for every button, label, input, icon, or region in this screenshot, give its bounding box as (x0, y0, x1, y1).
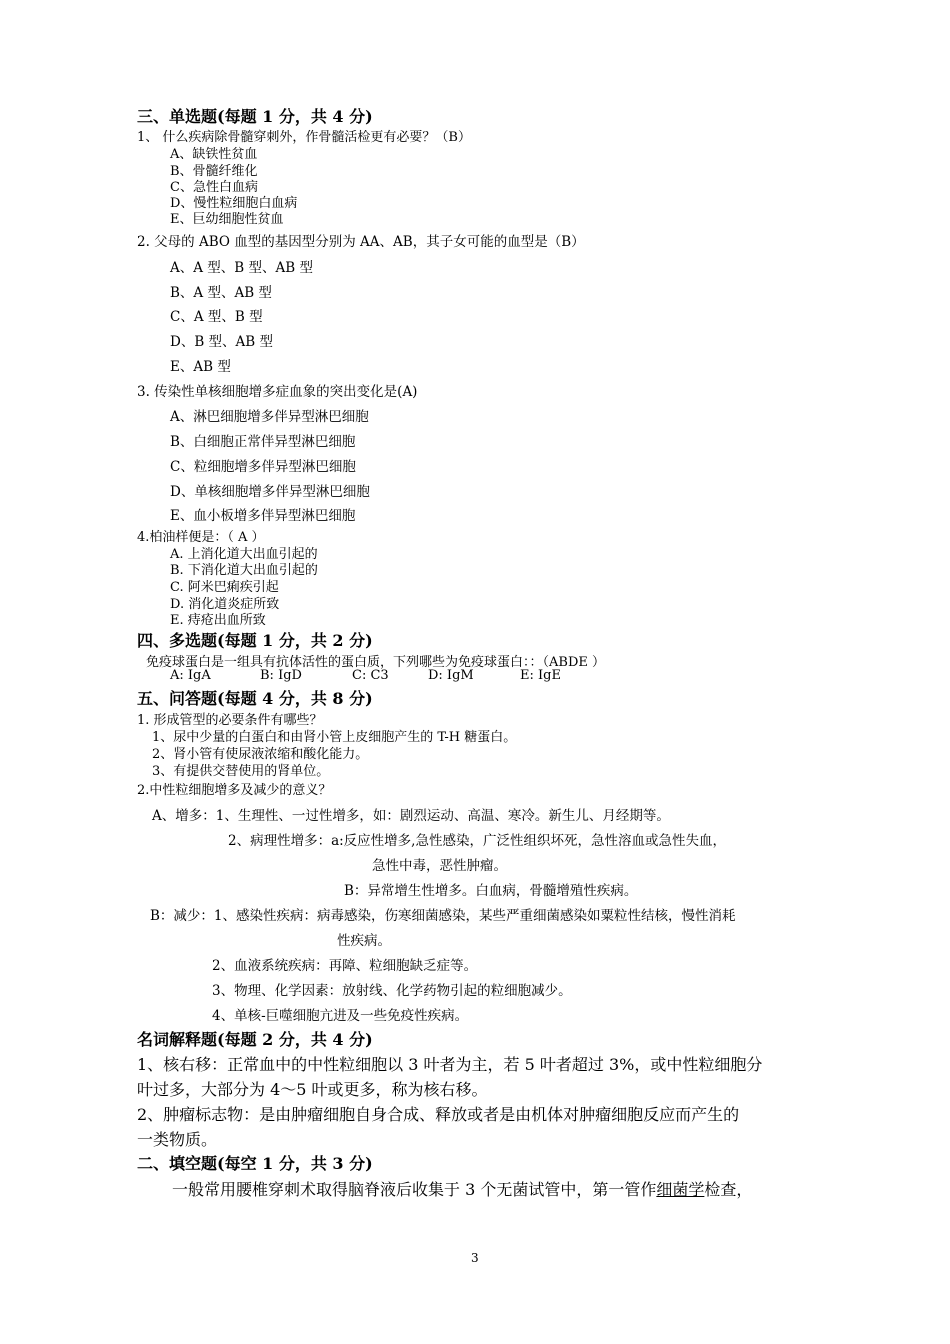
sec5-q2-line-6: 性疾病。 (337, 933, 391, 949)
page-number: 3 (471, 1251, 479, 1265)
section2-title: 二、填空题(每空 1 分，共 3 分) (137, 1154, 373, 1173)
q2-option-d: D、B 型、AB 型 (170, 334, 273, 350)
q1-option-e: E、巨幼细胞性贫血 (170, 212, 284, 227)
sec5-q2-line-3: 急性中毒，恶性肿瘤。 (372, 858, 507, 874)
sec5-q2-stem: 2.中性粒细胞增多及减少的意义？ (137, 783, 332, 798)
sec5-q2-line-8: 3、物理、化学因素：放射线、化学药物引起的粒细胞减少。 (212, 983, 572, 999)
q1-option-a: A、缺铁性贫血 (170, 147, 258, 162)
sec5-q1-stem: 1. 形成管型的必要条件有哪些？ (137, 713, 323, 728)
sec4-option-c: C: C3 (352, 668, 389, 683)
sec5-q1-answer-3: 3、有提供交替使用的肾单位。 (152, 764, 330, 779)
q1-option-c: C、急性白血病 (170, 180, 258, 195)
q4-option-e: E. 痔疮出血所致 (170, 613, 266, 628)
q4-option-d: D. 消化道炎症所致 (170, 597, 280, 612)
q2-stem: 2. 父母的 ABO 血型的基因型分别为 AA、AB，其子女可能的血型是（B） (137, 234, 585, 250)
sec4-stem: 免疫球蛋白是一组具有抗体活性的蛋白质，下列哪些为免疫球蛋白：：（ABDE ） (146, 655, 605, 670)
q4-option-b: B. 下消化道大出血引起的 (170, 563, 318, 578)
sec2-answer-underlined: 细菌学 (656, 1180, 705, 1199)
sec4-option-d: D: IgM (428, 668, 474, 683)
q1-option-b: B、骨髓纤维化 (170, 164, 258, 179)
sec4-option-a: A: IgA (170, 668, 211, 683)
q3-option-d: D、单核细胞增多伴异型淋巴细胞 (170, 484, 370, 500)
section4-title: 四、多选题(每题 1 分，共 2 分) (137, 631, 373, 650)
q1-stem: 1、 什么疾病除骨髓穿刺外，作骨髓活检更有必要？（B） (137, 130, 471, 145)
q2-option-c: C、A 型、B 型 (170, 309, 263, 325)
sec5-q2-line-5: B：减少：1、感染性疾病：病毒感染，伤寒细菌感染，某些严重细菌感染如粟粒性结核，慢性消耗 (150, 908, 736, 924)
sec4-option-b: B: IgD (260, 668, 302, 683)
section3-title: 三、单选题(每题 1 分，共 4 分) (137, 107, 373, 126)
section5-title: 五、问答题(每题 4 分，共 8 分) (137, 689, 373, 708)
sec4-option-e: E: IgE (520, 668, 561, 683)
terms-title: 名词解释题(每题 2 分，共 4 分) (137, 1030, 373, 1049)
sec5-q2-line-9: 4、单核-巨噬细胞亢进及一些免疫性疾病。 (212, 1008, 469, 1024)
q4-option-c: C. 阿米巴痢疾引起 (170, 580, 279, 595)
q3-stem: 3. 传染性单核细胞增多症血象的突出变化是(A) (137, 384, 418, 400)
q1-option-d: D、慢性粒细胞白血病 (170, 196, 298, 211)
q3-option-b: B、白细胞正常伴异型淋巴细胞 (170, 434, 356, 450)
sec5-q1-answer-2: 2、肾小管有使尿液浓缩和酸化能力。 (152, 747, 369, 762)
sec5-q2-line-7: 2、血液系统疾病：再障、粒细胞缺乏症等。 (212, 958, 478, 974)
q3-option-c: C、粒细胞增多伴异型淋巴细胞 (170, 459, 356, 475)
q3-option-e: E、血小板增多伴异型淋巴细胞 (170, 508, 356, 524)
sec5-q2-line-1: A、增多：1、生理性、一过性增多，如：剧烈运动、高温、寒冷。新生儿、月经期等。 (152, 808, 670, 824)
q3-option-a: A、淋巴细胞增多伴异型淋巴细胞 (170, 409, 369, 425)
sec5-q2-line-2: 2、病理性增多：a:反应性增多,急性感染，广泛性组织坏死，急性溶血或急性失血， (228, 833, 726, 849)
sec5-q2-line-4: B：异常增生性增多。白血病，骨髓增殖性疾病。 (344, 883, 638, 899)
terms-line-2: 叶过多，大部分为 4～5 叶或更多，称为核右移。 (137, 1080, 488, 1099)
sec2-fill-line (172, 1177, 752, 1200)
sec5-q1-answer-1: 1、尿中少量的白蛋白和由肾小管上皮细胞产生的 T-H 糖蛋白。 (152, 730, 517, 745)
terms-line-1: 1、核右移：正常血中的中性粒细胞以 3 叶者为主，若 5 叶者超过 3%，或中性粒细胞分 (137, 1055, 763, 1074)
q4-option-a: A. 上消化道大出血引起的 (170, 547, 318, 562)
terms-line-4: 一类物质。 (137, 1130, 218, 1149)
q2-option-b: B、A 型、AB 型 (170, 285, 272, 301)
sec2-text-after: 检查， (704, 1180, 753, 1199)
q2-option-a: A、A 型、B 型、AB 型 (170, 260, 313, 276)
q2-option-e: E、AB 型 (170, 359, 231, 375)
terms-line-3: 2、肿瘤标志物：是由肿瘤细胞自身合成、释放或者是由机体对肿瘤细胞反应而产生的 (137, 1105, 740, 1124)
sec2-text-before: 一般常用腰椎穿刺术取得脑脊液后收集于 3 个无菌试管中，第一管作 (172, 1180, 657, 1199)
sec4-options (170, 668, 561, 683)
q4-stem: 4.柏油样便是：（ A ） (137, 530, 265, 545)
